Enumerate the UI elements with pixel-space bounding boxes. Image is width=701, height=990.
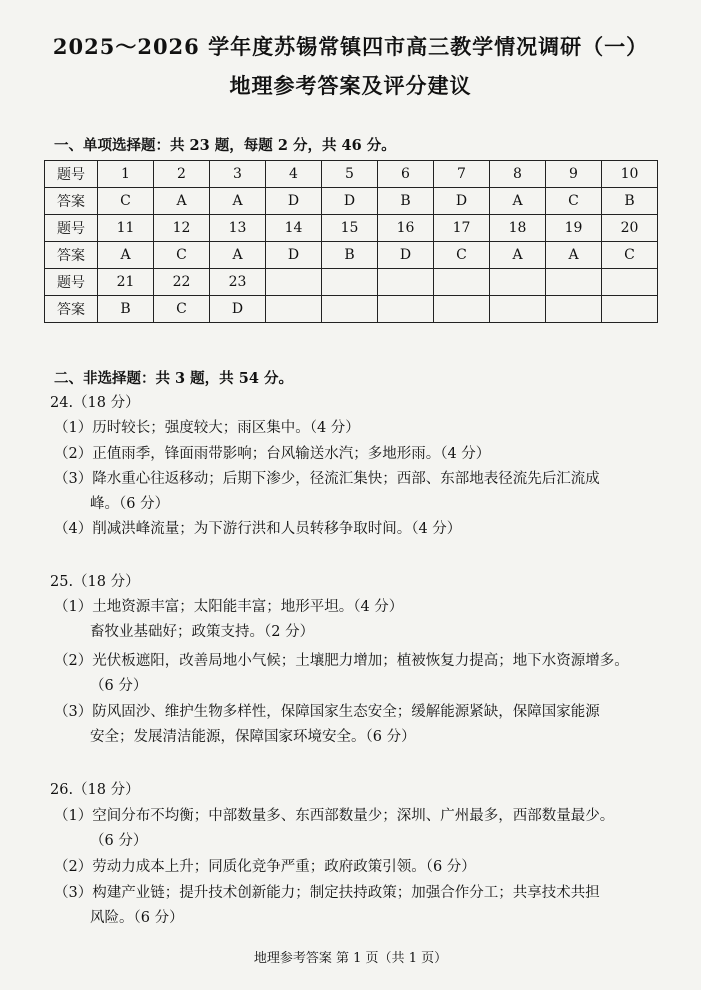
section2-heading: 二、非选择题：共 3 题，共 54 分。 bbox=[54, 370, 293, 387]
answer-row bbox=[45, 296, 658, 323]
q24-part2: （2）正值雨季，锋面雨带影响；台风输送水汽；多地形雨。（4 分） bbox=[54, 446, 491, 462]
answer-cell bbox=[546, 296, 602, 323]
answer-cell: A bbox=[490, 242, 546, 269]
answer-row-label: 答案 bbox=[45, 188, 98, 215]
q26-label: 26.（18 分） bbox=[50, 782, 140, 798]
question-number-cell: 16 bbox=[378, 215, 434, 242]
q26-part3-cont: 风险。（6 分） bbox=[90, 910, 184, 926]
q25-label: 25.（18 分） bbox=[50, 574, 140, 590]
answer-row bbox=[45, 188, 658, 215]
q24-part3: （3）降水重心往返移动；后期下渗少，径流汇集快；西部、东部地表径流先后汇流成 bbox=[54, 471, 600, 487]
answer-cell: D bbox=[266, 188, 322, 215]
question-number-cell: 15 bbox=[322, 215, 378, 242]
question-number-cell: 13 bbox=[210, 215, 266, 242]
answer-cell bbox=[602, 296, 658, 323]
question-number-cell: 1 bbox=[98, 161, 154, 188]
q25-part2: （2）光伏板遮阳，改善局地小气候；土壤肥力增加；植被恢复力提高；地下水资源增多。 bbox=[54, 653, 629, 669]
answer-cell: B bbox=[378, 188, 434, 215]
q25-part1: （1）土地资源丰富；太阳能丰富；地形平坦。（4 分） bbox=[54, 599, 404, 615]
question-number-cell: 17 bbox=[434, 215, 490, 242]
question-number-cell bbox=[378, 269, 434, 296]
question-number-cell bbox=[602, 269, 658, 296]
answer-cell: A bbox=[210, 188, 266, 215]
question-number-cell: 22 bbox=[154, 269, 210, 296]
question-row-label: 题号 bbox=[45, 269, 98, 296]
answer-row-label: 答案 bbox=[45, 242, 98, 269]
answer-cell: A bbox=[210, 242, 266, 269]
question-number-cell: 6 bbox=[378, 161, 434, 188]
question-number-cell: 20 bbox=[602, 215, 658, 242]
question-number-cell bbox=[266, 269, 322, 296]
question-number-cell: 3 bbox=[210, 161, 266, 188]
question-number-row bbox=[45, 215, 658, 242]
answer-cell: A bbox=[490, 188, 546, 215]
question-number-cell: 7 bbox=[434, 161, 490, 188]
q24-part1: （1）历时较长；强度较大；雨区集中。（4 分） bbox=[54, 420, 360, 436]
answer-cell: D bbox=[210, 296, 266, 323]
answer-cell bbox=[434, 296, 490, 323]
question-row-label: 题号 bbox=[45, 215, 98, 242]
answer-cell: B bbox=[322, 242, 378, 269]
question-number-cell: 12 bbox=[154, 215, 210, 242]
answer-table bbox=[44, 160, 658, 323]
answer-cell: C bbox=[154, 296, 210, 323]
question-number-row bbox=[45, 161, 658, 188]
question-number-cell: 19 bbox=[546, 215, 602, 242]
question-number-cell: 10 bbox=[602, 161, 658, 188]
question-number-cell bbox=[434, 269, 490, 296]
q25-part3: （3）防风固沙、维护生物多样性，保障国家生态安全；缓解能源紧缺，保障国家能源 bbox=[54, 704, 600, 720]
answer-cell bbox=[266, 296, 322, 323]
answer-cell: D bbox=[266, 242, 322, 269]
question-number-cell: 18 bbox=[490, 215, 546, 242]
answer-cell bbox=[490, 296, 546, 323]
q26-part2: （2）劳动力成本上升；同质化竞争严重；政府政策引领。（6 分） bbox=[54, 859, 476, 875]
question-number-cell bbox=[490, 269, 546, 296]
document-title-line2: 地理参考答案及评分建议 bbox=[229, 73, 472, 98]
q25-part2-cont: （6 分） bbox=[90, 678, 148, 694]
answer-cell: C bbox=[434, 242, 490, 269]
answer-cell: C bbox=[546, 188, 602, 215]
q25-part1-cont: 畜牧业基础好；政策支持。（2 分） bbox=[90, 624, 315, 640]
question-number-row bbox=[45, 269, 658, 296]
answer-cell: B bbox=[602, 188, 658, 215]
page-footer: 地理参考答案 第 1 页（共 1 页） bbox=[253, 951, 448, 966]
question-number-cell: 23 bbox=[210, 269, 266, 296]
question-number-cell bbox=[322, 269, 378, 296]
q26-part3: （3）构建产业链；提升技术创新能力；制定扶持政策；加强合作分工；共享技术共担 bbox=[54, 885, 600, 901]
answer-cell: C bbox=[602, 242, 658, 269]
answer-cell bbox=[378, 296, 434, 323]
document-title-line1: 2025～2026 学年度苏锡常镇四市高三教学情况调研（一） bbox=[52, 34, 649, 59]
question-number-cell bbox=[546, 269, 602, 296]
answer-cell: A bbox=[154, 188, 210, 215]
answer-cell: D bbox=[434, 188, 490, 215]
q25-part3-cont: 安全；发展清洁能源，保障国家环境安全。（6 分） bbox=[90, 729, 416, 745]
answer-cell bbox=[322, 296, 378, 323]
question-row-label: 题号 bbox=[45, 161, 98, 188]
q26-part1-cont: （6 分） bbox=[90, 833, 148, 849]
question-number-cell: 2 bbox=[154, 161, 210, 188]
section1-heading: 一、单项选择题：共 23 题，每题 2 分，共 46 分。 bbox=[54, 137, 396, 154]
answer-cell: C bbox=[98, 188, 154, 215]
answer-cell: A bbox=[546, 242, 602, 269]
q24-part4: （4）削减洪峰流量；为下游行洪和人员转移争取时间。（4 分） bbox=[54, 521, 462, 537]
question-number-cell: 5 bbox=[322, 161, 378, 188]
question-number-cell: 11 bbox=[98, 215, 154, 242]
answer-row bbox=[45, 242, 658, 269]
question-number-cell: 8 bbox=[490, 161, 546, 188]
answer-cell: C bbox=[154, 242, 210, 269]
q24-label: 24.（18 分） bbox=[50, 395, 140, 411]
question-number-cell: 9 bbox=[546, 161, 602, 188]
answer-cell: B bbox=[98, 296, 154, 323]
question-number-cell: 4 bbox=[266, 161, 322, 188]
q26-part1: （1）空间分布不均衡；中部数量多、东西部数量少；深圳、广州最多，西部数量最少。 bbox=[54, 808, 615, 824]
answer-cell: A bbox=[98, 242, 154, 269]
question-number-cell: 14 bbox=[266, 215, 322, 242]
answer-row-label: 答案 bbox=[45, 296, 98, 323]
answer-cell: D bbox=[322, 188, 378, 215]
q24-part3-cont: 峰。（6 分） bbox=[90, 496, 170, 512]
answer-cell: D bbox=[378, 242, 434, 269]
question-number-cell: 21 bbox=[98, 269, 154, 296]
